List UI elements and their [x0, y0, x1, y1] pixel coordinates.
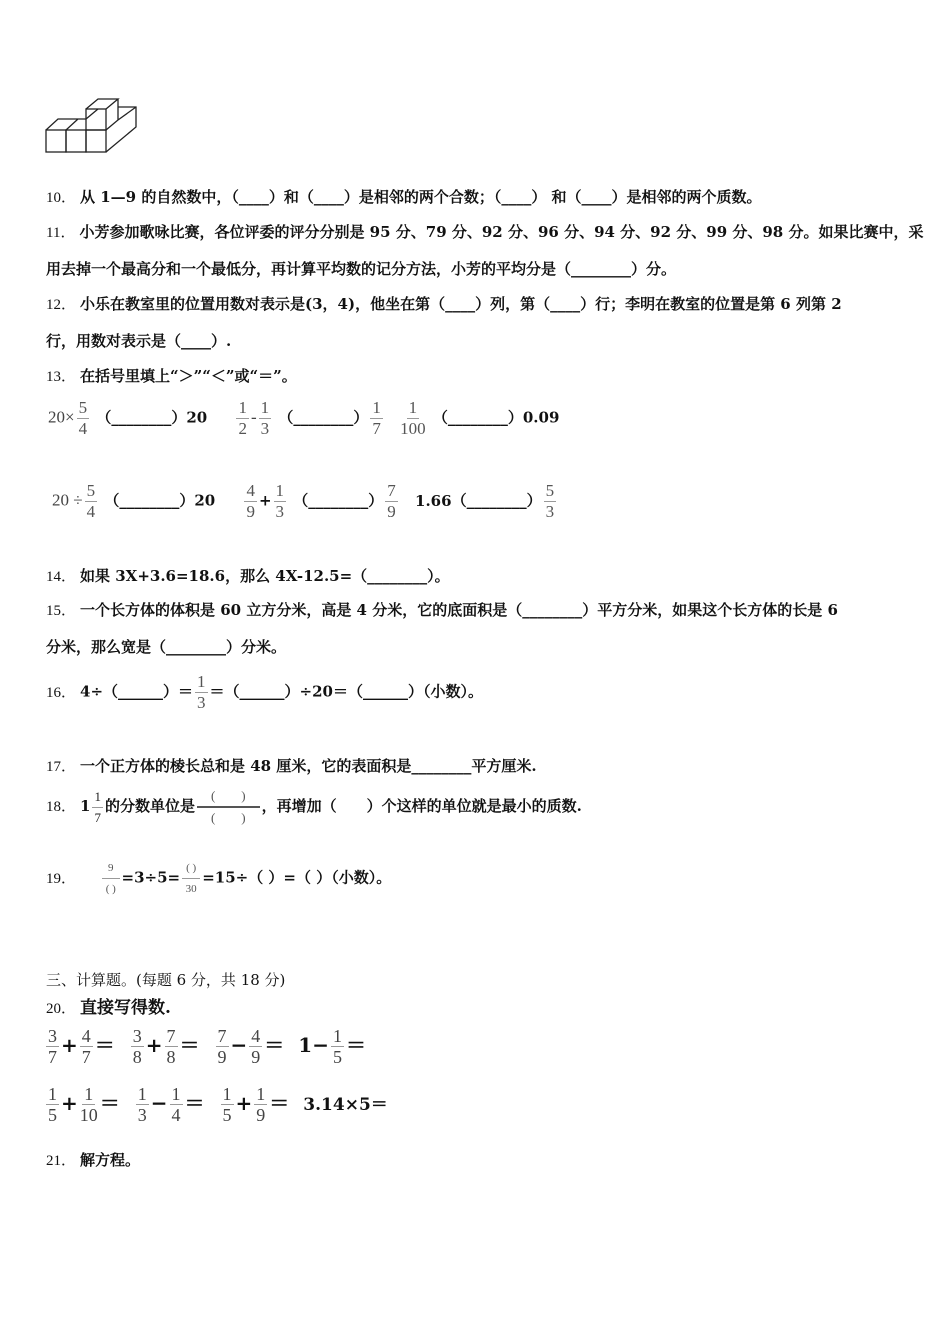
question-12-cont: 行，用数对表示是（____）.	[46, 332, 232, 350]
answer-blank[interactable]: （________）	[432, 408, 523, 427]
question-16: 16． 4÷（______）＝ $\frac{1}{3}$ ＝（______）÷20＝（______）（小数）。	[46, 672, 483, 712]
expression: $\frac{7}{9}$ − $\frac{4}{9}$ ＝	[217, 1026, 285, 1067]
question-17: 17． 一个正方体的棱长总和是 48 厘米，它的表面积是________平方厘米.	[46, 757, 537, 775]
fraction-blank[interactable]: $\frac{( )}{( )}$	[197, 786, 260, 828]
question-15-cont: 分米，那么宽是（________）分米。	[46, 638, 287, 656]
answer-blank[interactable]: （________）	[96, 408, 187, 427]
fraction: $\frac{5}{4}$	[78, 398, 88, 438]
fraction: $\frac{1}{3}$	[197, 672, 206, 712]
fraction: $\frac{5}{3}$	[545, 481, 555, 521]
fraction: $\frac{5}{4}$	[86, 481, 96, 521]
fraction: $\frac{1}{5}$	[332, 1026, 342, 1067]
question-21: 21． 解方程。	[46, 1151, 141, 1169]
expression: $\frac{1}{5}$ + $\frac{1}{9}$ ＝	[222, 1084, 290, 1125]
section-3-heading: 三、计算题。(每题 6 分，共 18 分)	[46, 971, 286, 989]
question-19: 19． $\frac{9}{( )}$ =3÷5= $\frac{( )}{30}$ =15÷（ ）=（ ）（小数）。	[46, 858, 391, 899]
cube-stack-figure	[44, 97, 140, 157]
question-12: 12． 小乐在教室里的位置用数对表示是(3，4)，他坐在第（____）列，第（____）行；李明在教室的位置是第 6 列第 2	[46, 295, 842, 313]
question-11-cont: 用去掉一个最高分和一个最低分，再计算平均数的记分方法，小芳的平均分是（________）分。	[46, 260, 677, 278]
fraction: $\frac{4}{9}$	[246, 481, 255, 521]
fraction: $\frac{9}{( )}$	[102, 858, 120, 899]
mental-math-row-1	[44, 1026, 366, 1067]
question-14: 14． 如果 3X+3.6=18.6，那么 4X-12.5=（________）。	[46, 567, 450, 585]
fraction: $\frac{1}{7}$	[372, 398, 381, 438]
question-15: 15． 一个长方体的体积是 60 立方分米，高是 4 分米，它的底面积是（________）平方分米，如果这个长方体的长是 6	[46, 601, 838, 619]
question-11: 11． 小芳参加歌咏比赛，各位评委的评分分别是 95 分、79 分、92 分、96 分、94 分、92 分、99 分、98 分。如果比赛中，采	[46, 223, 924, 241]
fraction: $\frac{1}{100}$	[400, 398, 426, 438]
fraction: $\frac{1}{2}$	[238, 398, 247, 438]
answer-blank[interactable]: （________）	[293, 491, 384, 510]
answer-blank[interactable]: （________）	[104, 491, 195, 510]
answer-blank[interactable]: （________）	[451, 491, 542, 510]
expression: $\frac{1}{5}$ + $\frac{1}{10}$ ＝	[48, 1084, 120, 1125]
fraction: $\frac{1}{3}$	[260, 398, 270, 438]
question-20: 20． 直接写得数.	[46, 998, 171, 1018]
compare-row-1: 20× $\frac{5}{4}$ （________）20 $\frac{1}{2}$ - $\frac{1}{3}$ （________） $\frac{1}{7}$ $\frac{1}{100}$ （________）0.09	[48, 398, 560, 438]
question-18: 18． 1 $\frac{1}{7}$ 的分数单位是 $\frac{( )}{( )}$ ，再增加（ ）个这样的单位就是最小的质数.	[46, 786, 582, 828]
question-13: 13． 在括号里填上“＞”“＜”或“＝”。	[46, 367, 297, 385]
question-10: 10． 从 1—9 的自然数中，（____）和（____）是相邻的两个合数；（____） 和（____）是相邻的两个质数。	[46, 188, 762, 206]
mental-math-row-2	[44, 1084, 388, 1125]
fraction: $\frac{1}{7}$	[94, 788, 101, 825]
expression: 3.14×5＝	[303, 1095, 388, 1115]
expression: 1− $\frac{1}{5}$ ＝	[298, 1026, 366, 1067]
fraction: $\frac{7}{9}$	[387, 481, 396, 521]
expression: $\frac{1}{3}$ − $\frac{1}{4}$ ＝	[137, 1084, 205, 1125]
answer-blank[interactable]: （________）	[278, 408, 369, 427]
fraction: $\frac{( )}{30}$	[182, 858, 200, 899]
fraction: $\frac{1}{3}$	[275, 481, 285, 521]
expression: $\frac{3}{7}$ + $\frac{4}{7}$ ＝	[48, 1026, 115, 1067]
compare-row-2: 20 ÷ $\frac{5}{4}$ （________）20 $\frac{4}{9}$ + $\frac{1}{3}$ （________） $\frac{7}{9}$ 1.66（________） $\frac{5}{3}$	[52, 481, 555, 521]
expression: $\frac{3}{8}$ + $\frac{7}{8}$ ＝	[132, 1026, 200, 1067]
